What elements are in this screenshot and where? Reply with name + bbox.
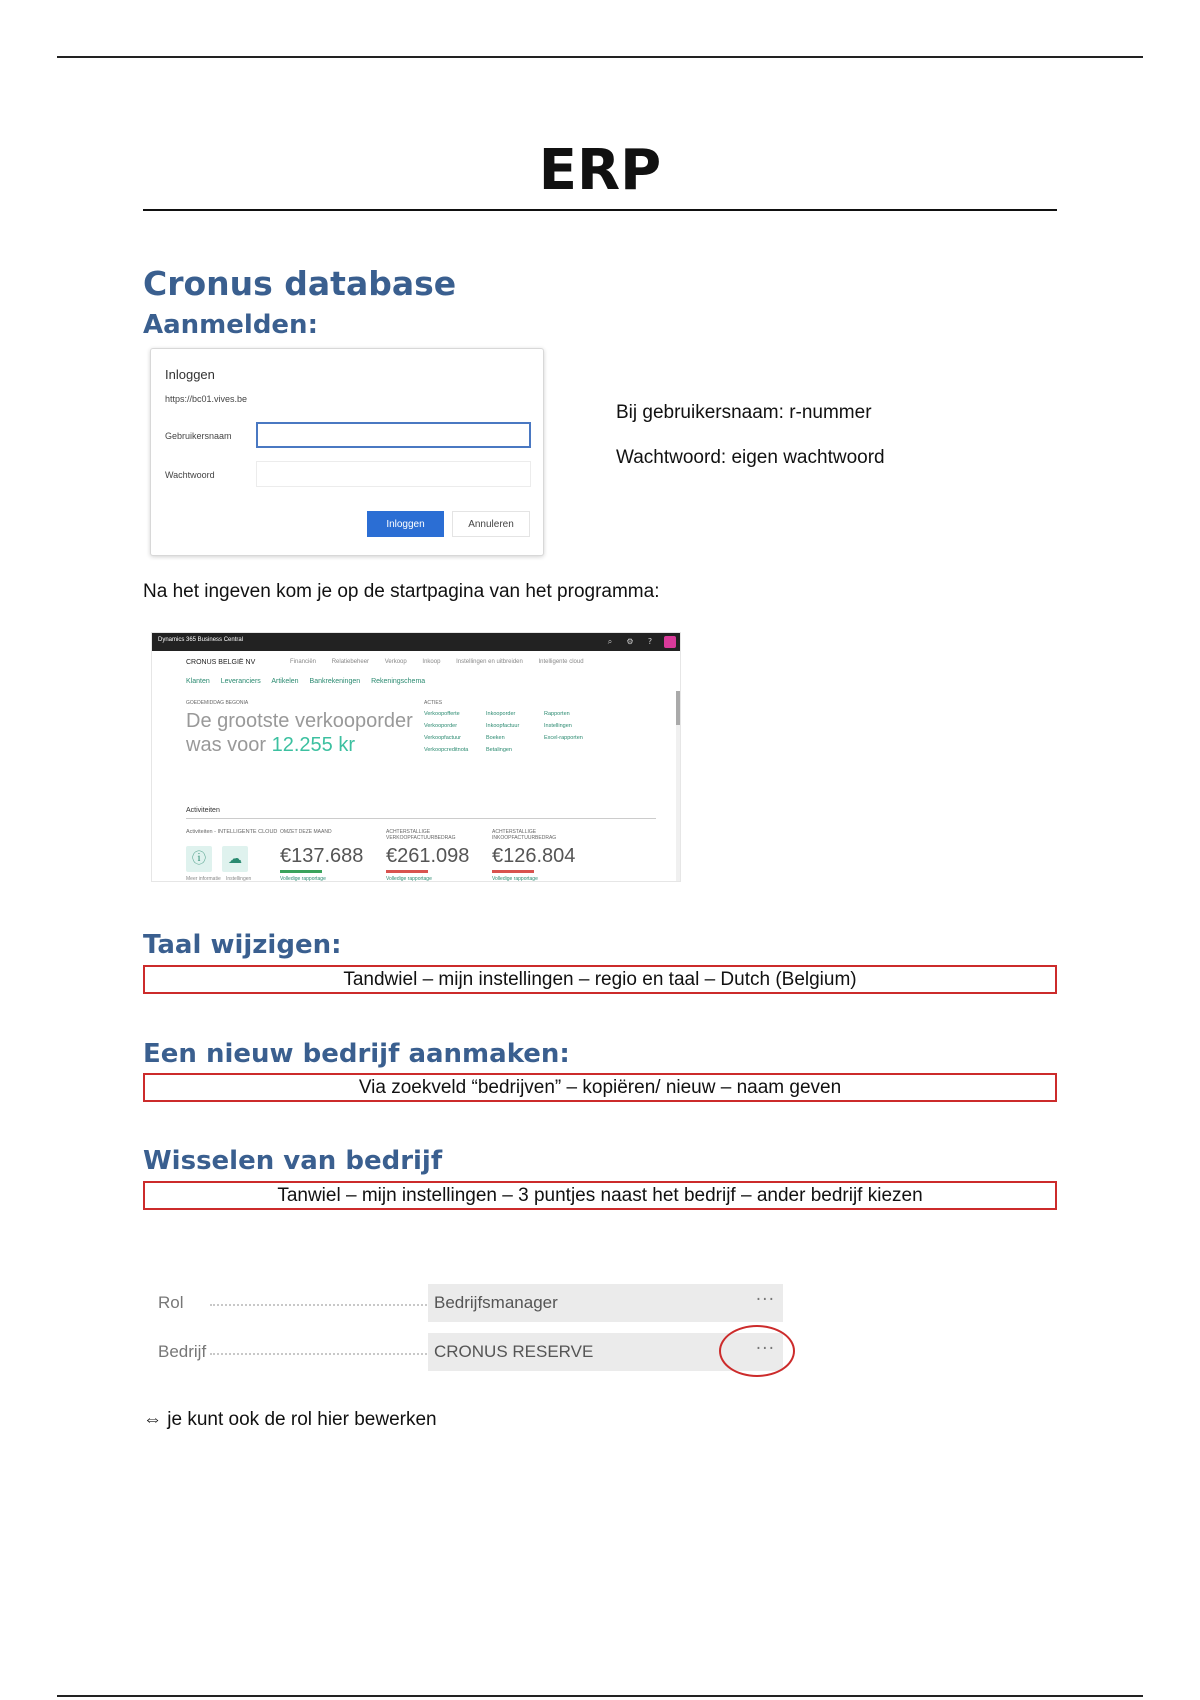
bc-link[interactable]: Bankrekeningen [309,678,361,685]
new-company-instruction-box: Via zoekveld “bedrijven” – kopiëren/ nieuw – naam geven [143,1073,1057,1102]
bc-action[interactable]: Excel-rapporten [544,735,583,741]
login-button[interactable]: Inloggen [367,511,444,537]
heading-wisselen-bedrijf: Wisselen van bedrijf [143,1146,443,1176]
more-options-icon[interactable]: ··· [755,1290,775,1310]
login-dialog [150,348,544,556]
bc-scrollbar[interactable] [676,691,680,881]
bc-kpi-tile[interactable] [386,829,478,882]
bc-action[interactable]: Verkooporder [424,723,458,729]
field-row-bedrijf [158,1333,783,1371]
username-input[interactable] [256,422,531,448]
after-login-text: Na het ingeven kom je op de startpagina van het programma: [143,581,660,602]
heading-taal-wijzigen: Taal wijzigen: [143,930,342,960]
field-label-rol: Rol [158,1293,188,1313]
page-bottom-rule [57,1695,1143,1697]
bc-scrollbar-thumb[interactable] [676,691,680,725]
field-input-rol[interactable] [428,1284,783,1322]
title-underline [143,209,1057,211]
gear-icon[interactable]: ⚙ [626,637,634,646]
help-icon[interactable]: ? [647,637,653,646]
bc-quick-links [186,678,434,685]
bc-action[interactable]: Boeken [486,735,505,741]
bc-menu-item[interactable]: Intelligente cloud [538,659,584,665]
password-label: Wachtwoord [165,470,215,480]
bc-kpi-tile[interactable] [492,829,584,882]
bc-actions-label: ACTIES [424,700,443,706]
startpage-screenshot [151,632,681,882]
document-title: ERP [538,138,662,203]
heading-cronus-database: Cronus database [143,264,457,303]
bc-kpi-label: OMZET DEZE MAAND [280,829,332,835]
bc-link[interactable]: Klanten [186,678,210,685]
bc-tile-label: Activiteiten - INTELLIGENTE CLOUD [186,829,278,835]
bc-tile-caption: Meer informatie [186,876,221,882]
cancel-button[interactable]: Annuleren [452,511,530,537]
bc-action[interactable]: Rapporten [544,711,570,717]
bc-kpi-value: €137.688 [280,845,364,867]
search-icon[interactable]: ⌕ [607,637,613,646]
bc-link[interactable]: Rekeningschema [371,678,426,685]
bc-headline-text: De grootste verkooporder was voor [186,710,413,756]
bc-menu-item[interactable]: Relatiebeheer [331,659,370,665]
note-password: Wachtwoord: eigen wachtwoord [616,447,885,468]
login-dialog-title: Inloggen [165,367,215,382]
bc-company-name: CRONUS BELGIË NV [186,659,256,666]
bc-action[interactable]: Betalingen [486,747,512,753]
info-icon[interactable]: ⓘ [186,846,212,872]
bc-action[interactable]: Instellingen [544,723,572,729]
role-edit-note: ⇔ je kunt ook de rol hier bewerken [143,1409,437,1430]
field-value-rol: Bedrijfsmanager [434,1293,558,1312]
note-username: Bij gebruikersnaam: r-nummer [616,402,872,423]
bc-kpi-bar [492,870,534,873]
bc-headline-value: 12.255 kr [271,734,355,756]
more-options-icon[interactable]: ··· [755,1339,775,1359]
bc-action[interactable]: Inkooporder [486,711,516,717]
username-label: Gebruikersnaam [165,431,232,441]
bc-kpi-link[interactable]: Volledige rapportage [492,876,538,882]
bc-kpi-bar [280,870,322,873]
field-row-rol [158,1284,783,1322]
bc-menu-item[interactable]: Verkoop [384,659,407,665]
language-instruction-box: Tandwiel – mijn instellingen – regio en taal – Dutch (Belgium) [143,965,1057,994]
cloud-icon[interactable]: ☁ [222,846,248,872]
bc-activities-title: Activiteiten [186,807,220,814]
bc-menu-item[interactable]: Financiën [290,659,317,665]
bc-kpi-value: €126.804 [492,845,576,867]
bc-separator [186,818,656,819]
bc-kpi-link[interactable]: Volledige rapportage [280,876,326,882]
bc-action[interactable]: Verkoopcreditnota [424,747,469,753]
bc-brand: Dynamics 365 Business Central [158,637,244,643]
password-input[interactable] [256,461,531,487]
bc-tile-caption: Instellingen [226,876,252,882]
bc-topbar [152,633,681,651]
field-value-bedrijf: CRONUS RESERVE [434,1342,594,1361]
heading-nieuw-bedrijf: Een nieuw bedrijf aanmaken: [143,1039,570,1069]
page-top-rule [57,56,1143,58]
bc-link[interactable]: Leveranciers [220,678,261,685]
avatar[interactable] [664,636,676,648]
switch-company-instruction-box: Tanwiel – mijn instellingen – 3 puntjes naast het bedrijf – ander bedrijf kiezen [143,1181,1057,1210]
bc-kpi-value: €261.098 [386,845,470,867]
bc-menu-item[interactable]: Instellingen en uitbreiden [456,659,523,665]
bc-kpi-link[interactable]: Volledige rapportage [386,876,432,882]
bc-menu-item[interactable]: Inkoop [422,659,441,665]
bc-headline-label: GOEDEMIDDAG BEGONIA [186,700,249,706]
bc-kpi-tile[interactable] [280,829,372,882]
bc-link[interactable]: Artikelen [271,678,299,685]
bc-action[interactable]: Inkoopfactuur [486,723,520,729]
field-label-bedrijf: Bedrijf [158,1342,210,1362]
bc-kpi-label: ACHTERSTALLIGE INKOOPFACTUURBEDRAG [492,829,557,841]
bc-kpi-bar [386,870,428,873]
bc-action[interactable]: Verkoopofferte [424,711,460,717]
highlight-circle [719,1325,795,1377]
bc-headline [186,709,416,757]
login-dialog-url: https://bc01.vives.be [165,394,248,404]
heading-aanmelden: Aanmelden: [143,310,318,340]
bc-menu [290,659,598,665]
bc-kpi-label: ACHTERSTALLIGE VERKOOPFACTUURBEDRAG [386,829,456,841]
bc-action[interactable]: Verkoopfactuur [424,735,461,741]
